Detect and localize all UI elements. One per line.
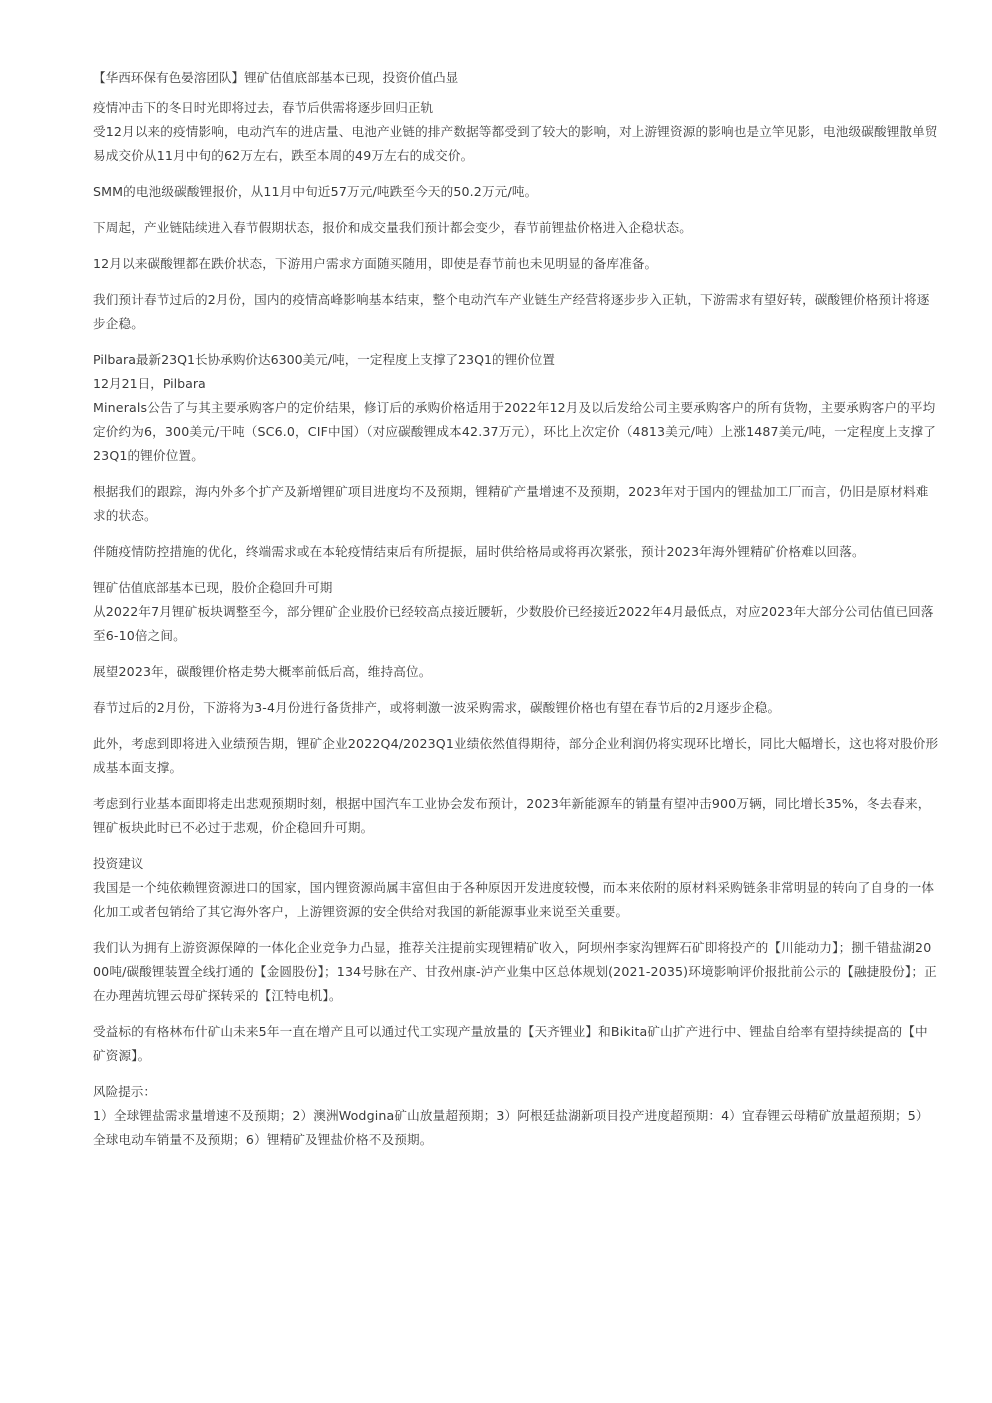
paragraph: 受益标的有格林布什矿山未来5年一直在增产且可以通过代工实现产量放量的【天齐锂业】和Bikita矿山扩产进行中、锂盐自给率有望持续提高的【中矿资源】。 <box>93 1024 928 1063</box>
paragraph: 根据我们的跟踪，海内外多个扩产及新增锂矿项目进度均不及预期，锂精矿产量增速不及预期，2023年对于国内的锂盐加工厂而言，仍旧是原材料难求的状态。 <box>93 484 929 523</box>
document-body <box>93 66 939 1152</box>
paragraph: 我们预计春节过后的2月份，国内的疫情高峰影响基本结束，整个电动汽车产业链生产经营将逐步步入正轨，下游需求有望好转，碳酸锂价格预计将逐步企稳。 <box>93 292 930 331</box>
section-heading-pilbara: Pilbara最新23Q1长协承购价达6300美元/吨，一定程度上支撑了23Q1的锂价位置 <box>93 352 555 367</box>
document-title: 【华西环保有色晏溶团队】锂矿估值底部基本已现，投资价值凸显 <box>93 70 459 85</box>
paragraph: 考虑到行业基本面即将走出悲观预期时刻，根据中国汽车工业协会发布预计，2023年新能源车的销量有望冲击900万辆，同比增长35%，冬去春来，锂矿板块此时已不必过于悲观，价企稳回升可期。 <box>93 796 931 835</box>
paragraph: Minerals公告了与其主要承购客户的定价结果，修订后的承购价格适用于2022年12月及以后发给公司主要承购客户的所有货物，主要承购客户的平均定价约为6，300美元/干吨（SC6.0，CIF中国）（对应碳酸锂成本42.37万元），环比上次定价（4813美元/吨）上涨1487美元/吨，一定程度上支撑了23Q1的锂价位置。 <box>93 400 937 463</box>
paragraph: 伴随疫情防控措施的优化，终端需求或在本轮疫情结束后有所提振，届时供给格局或将再次紧张，预计2023年海外锂精矿价格难以回落。 <box>93 544 865 559</box>
paragraph: 我国是一个纯依赖锂资源进口的国家，国内锂资源尚属丰富但由于各种原因开发进度较慢，而本来依附的原材料采购链条非常明显的转向了自身的一体化加工或者包销给了其它海外客户，上游锂资源的安全供给对我国的新能源事业来说至关重要。 <box>93 880 935 919</box>
paragraph: 受12月以来的疫情影响，电动汽车的进店量、电池产业链的排产数据等都受到了较大的影响，对上游锂资源的影响也是立竿见影，电池级碳酸锂散单贸易成交价从11月中旬的62万左右，跌至本周的49万左右的成交价。 <box>93 124 938 163</box>
paragraph: 下周起，产业链陆续进入春节假期状态，报价和成交量我们预计都会变少，春节前锂盐价格进入企稳状态。 <box>93 220 692 235</box>
paragraph: 我们认为拥有上游资源保障的一体化企业竞争力凸显，推荐关注提前实现锂精矿收入，阿坝州李家沟锂辉石矿即将投产的【川能动力】；捌千错盐湖2000吨/碳酸锂装置全线打通的【金圆股份】；134号脉在产、甘孜州康-泸产业集中区总体规划(2021-2035)环境影响评价报批前公示的【融捷股份】；正在办理茜坑锂云母矿探转采的【江特电机】。 <box>93 940 937 1003</box>
paragraph-date: 12月21日，Pilbara <box>93 376 206 391</box>
paragraph: 12月以来碳酸锂都在跌价状态，下游用户需求方面随买随用，即使是春节前也未见明显的备库准备。 <box>93 256 658 271</box>
paragraph: 从2022年7月锂矿板块调整至今，部分锂矿企业股价已经较高点接近腰斩，少数股价已经接近2022年4月最低点，对应2023年大部分公司估值已回落至6-10倍之间。 <box>93 604 934 643</box>
section-heading-outlook: 疫情冲击下的冬日时光即将过去，春节后供需将逐步回归正轨 <box>93 100 434 115</box>
section-heading-risk: 风险提示： <box>93 1084 156 1099</box>
section-heading-investment: 投资建议 <box>93 856 144 871</box>
section-heading-valuation: 锂矿估值底部基本已现，股价企稳回升可期 <box>93 580 333 595</box>
paragraph: SMM的电池级碳酸锂报价，从11月中旬近57万元/吨跌至今天的50.2万元/吨。 <box>93 184 538 199</box>
paragraph: 展望2023年，碳酸锂价格走势大概率前低后高，维持高位。 <box>93 664 432 679</box>
paragraph: 1）全球锂盐需求量增速不及预期；2）澳洲Wodgina矿山放量超预期；3）阿根廷盐湖新项目投产进度超预期：4）宜春锂云母精矿放量超预期；5）全球电动车销量不及预期；6）锂精矿及锂盐价格不及预期。 <box>93 1108 929 1147</box>
paragraph: 此外，考虑到即将进入业绩预告期，锂矿企业2022Q4/2023Q1业绩依然值得期待，部分企业利润仍将实现环比增长，同比大幅增长，这也将对股价形成基本面支撑。 <box>93 736 939 775</box>
paragraph: 春节过后的2月份，下游将为3-4月份进行备货排产，或将刺激一波采购需求，碳酸锂价格也有望在春节后的2月逐步企稳。 <box>93 700 781 715</box>
